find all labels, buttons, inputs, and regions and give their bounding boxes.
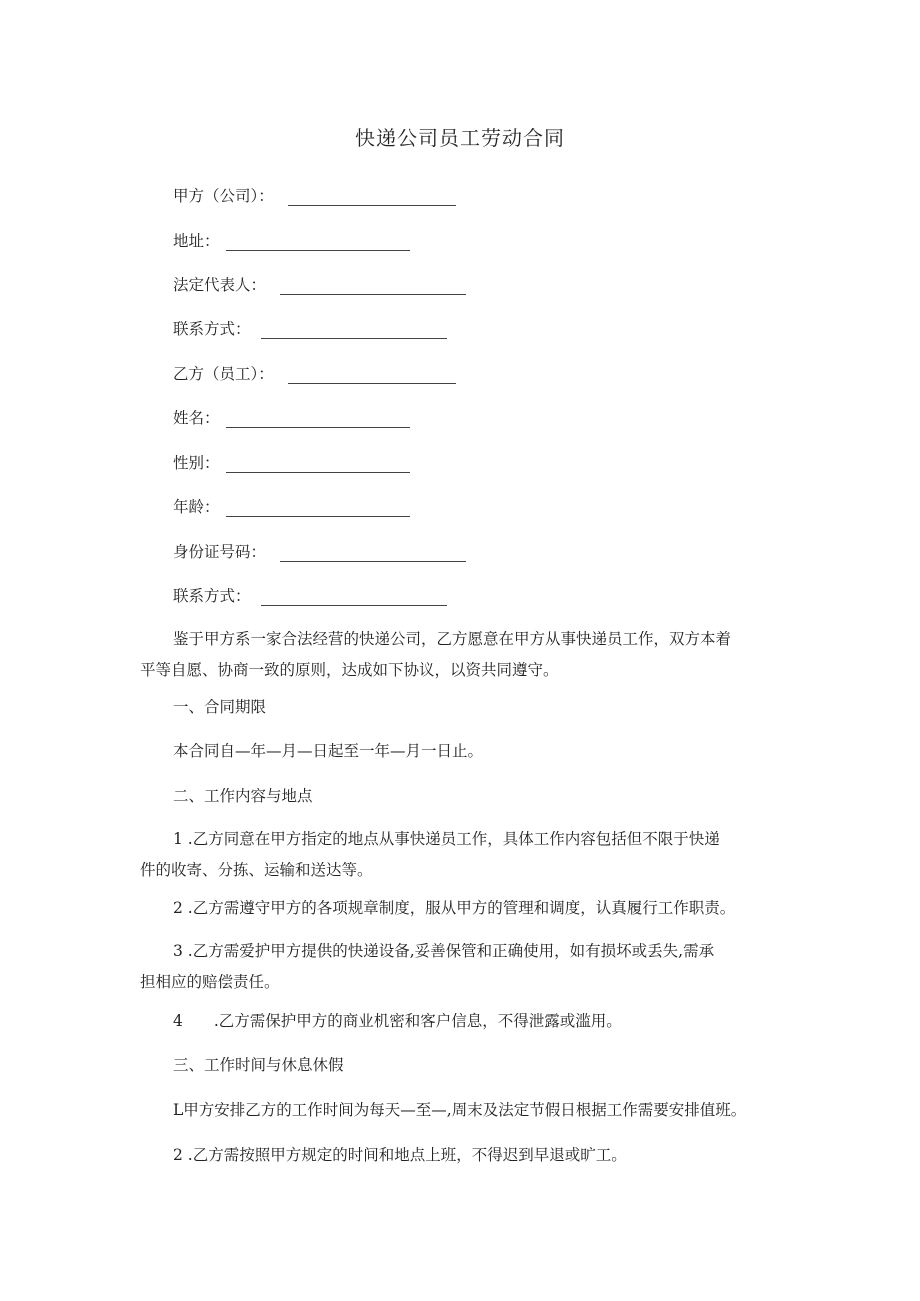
blank-line xyxy=(226,236,410,251)
preamble-paragraph xyxy=(140,624,803,686)
field-age xyxy=(173,495,410,517)
field-label: 乙方（员工）： xyxy=(173,365,274,383)
field-name xyxy=(173,406,410,428)
item-line-2: 件的收寄、分拣、运输和送达等。 xyxy=(140,861,373,879)
section-2-item-3 xyxy=(140,936,803,998)
section-3-item-1: L甲方安排乙方的工作时间为每天—至—,周末及法定节假日根据工作需要安排值班。 xyxy=(173,1101,747,1119)
field-id-number xyxy=(173,540,466,562)
field-label: 法定代表人： xyxy=(173,276,267,294)
field-contact-a xyxy=(173,317,447,339)
section-3-item-2: 2 .乙方需按照甲方规定的时间和地点上班，不得迟到早退或旷工。 xyxy=(173,1146,627,1164)
section-2-item-2: 2 .乙方需遵守甲方的各项规章制度，服从甲方的管理和调度，认真履行工作职责。 xyxy=(173,899,736,917)
field-contact-b xyxy=(173,584,447,606)
section-1-heading: 一、合同期限 xyxy=(173,698,267,716)
section-2-heading: 二、工作内容与地点 xyxy=(173,787,313,805)
blank-line xyxy=(280,547,466,562)
field-label: 联系方式： xyxy=(173,320,251,338)
field-label: 联系方式： xyxy=(173,587,251,605)
blank-line xyxy=(261,591,447,606)
field-legal-rep xyxy=(173,273,466,295)
field-party-a xyxy=(173,184,456,206)
field-address xyxy=(173,229,410,251)
section-1-text: 本合同自—年—月—日起至一年—月一日止。 xyxy=(173,742,484,760)
field-label: 甲方（公司）： xyxy=(173,187,274,205)
section-2-item-1 xyxy=(140,824,803,886)
blank-line xyxy=(226,413,410,428)
item-line-1: 3 .乙方需爱护甲方提供的快递设备,妥善保管和正确使用，如有损坏或丢失,需承 xyxy=(173,942,715,960)
field-label: 地址： xyxy=(173,232,220,250)
preamble-line-2: 平等自愿、协商一致的原则，达成如下协议，以资共同遵守。 xyxy=(140,661,559,679)
section-3-heading: 三、工作时间与休息休假 xyxy=(173,1056,344,1074)
blank-line xyxy=(288,369,456,384)
preamble-line-1: 鉴于甲方系一家合法经营的快递公司，乙方愿意在甲方从事快递员工作，双方本着 xyxy=(173,630,732,648)
document-title: 快递公司员工劳动合同 xyxy=(355,126,565,150)
item-line-2: 担相应的赔偿责任。 xyxy=(140,973,280,991)
blank-line xyxy=(226,458,410,473)
section-2-item-4: 4 .乙方需保护甲方的商业机密和客户信息，不得泄露或滥用。 xyxy=(173,1012,622,1030)
field-label: 性别： xyxy=(173,454,220,472)
field-gender xyxy=(173,451,410,473)
blank-line xyxy=(226,502,410,517)
blank-line xyxy=(261,324,447,339)
field-label: 姓名： xyxy=(173,409,220,427)
field-label: 身份证号码： xyxy=(173,543,267,561)
item-line-1: 1 .乙方同意在甲方指定的地点从事快递员工作，具体工作内容包括但不限于快递 xyxy=(173,830,720,848)
blank-line xyxy=(280,280,466,295)
field-party-b xyxy=(173,362,456,384)
field-label: 年龄： xyxy=(173,498,220,516)
blank-line xyxy=(288,191,456,206)
